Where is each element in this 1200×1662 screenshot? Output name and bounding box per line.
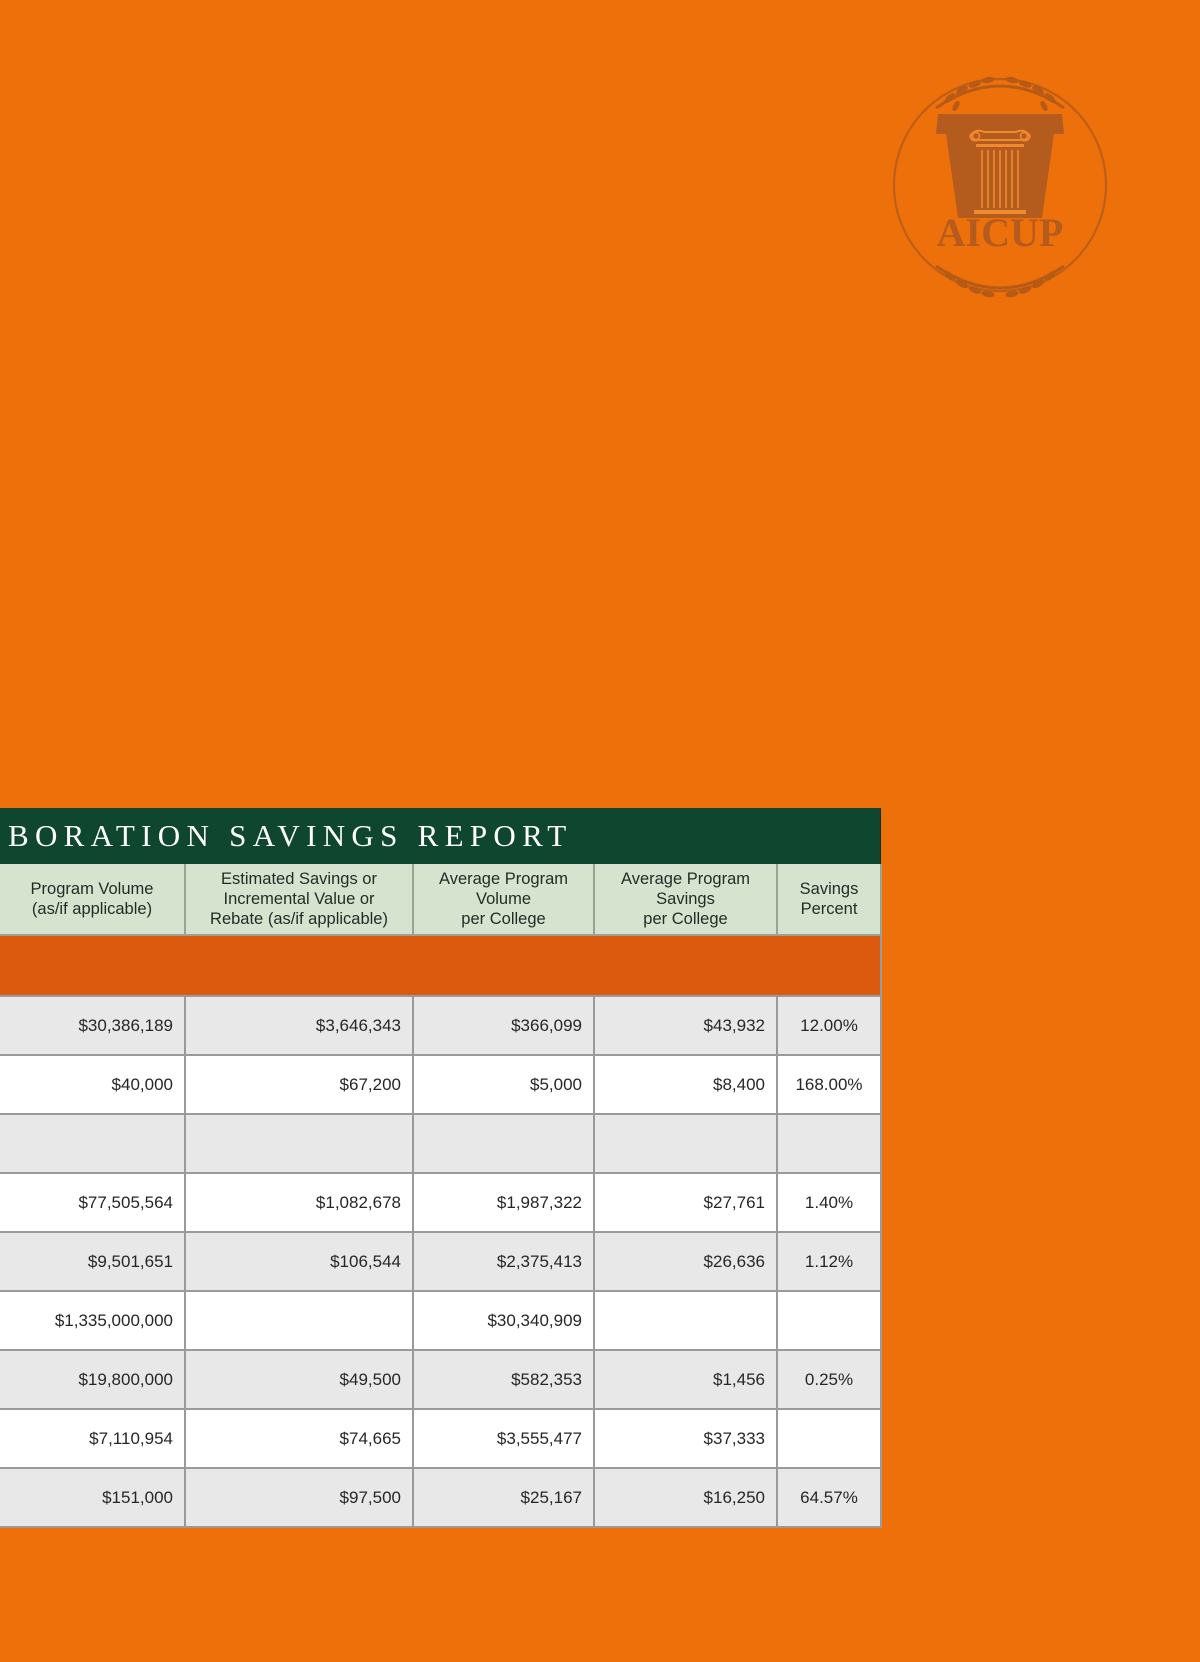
category-band-row xyxy=(0,935,881,996)
average-volume-cell: $366,099 xyxy=(413,996,594,1055)
average-savings-cell: $26,636 xyxy=(594,1232,777,1291)
program-volume-cell: $19,800,000 xyxy=(0,1350,185,1409)
savings-percent-cell: 168.00% xyxy=(777,1055,881,1114)
average-savings-cell: $27,761 xyxy=(594,1173,777,1232)
column-header-program-volume xyxy=(0,864,185,935)
average-savings-cell: $16,250 xyxy=(594,1468,777,1527)
savings-report-table-section xyxy=(0,808,881,1528)
header-line: Savings xyxy=(799,880,859,898)
report-title-bar xyxy=(0,808,881,864)
table-row xyxy=(0,1055,881,1114)
header-line: Savings xyxy=(656,890,715,908)
estimated-savings-cell: $106,544 xyxy=(185,1232,413,1291)
header-line: Average Program xyxy=(438,870,568,888)
average-volume-cell: $2,375,413 xyxy=(413,1232,594,1291)
header-line: Percent xyxy=(800,900,858,918)
savings-table xyxy=(0,864,882,1528)
average-savings-cell: $37,333 xyxy=(594,1409,777,1468)
program-volume-cell: $30,386,189 xyxy=(0,996,185,1055)
savings-percent-cell: 12.00% xyxy=(777,996,881,1055)
estimated-savings-cell: $67,200 xyxy=(185,1055,413,1114)
header-line: per College xyxy=(461,910,546,928)
table-row xyxy=(0,1232,881,1291)
header-line: Volume xyxy=(475,890,532,908)
average-savings-cell: $1,456 xyxy=(594,1350,777,1409)
savings-percent-cell xyxy=(777,1114,881,1173)
program-volume-cell: $40,000 xyxy=(0,1055,185,1114)
estimated-savings-cell xyxy=(185,1291,413,1350)
estimated-savings-cell: $1,082,678 xyxy=(185,1173,413,1232)
estimated-savings-cell xyxy=(185,1114,413,1173)
table-row xyxy=(0,996,881,1055)
estimated-savings-cell: $49,500 xyxy=(185,1350,413,1409)
column-header-savings-percent xyxy=(777,864,881,935)
header-line: Incremental Value or xyxy=(223,890,375,908)
program-volume-cell: $77,505,564 xyxy=(0,1173,185,1232)
column-header-estimated-savings xyxy=(185,864,413,935)
seal-wordmark: AICUP xyxy=(936,210,1064,255)
average-volume-cell: $582,353 xyxy=(413,1350,594,1409)
laurel-top-icon xyxy=(936,76,1064,111)
report-title: BORATION SAVINGS REPORT xyxy=(8,818,573,853)
keystone-column-icon xyxy=(936,114,1064,218)
savings-percent-cell: 0.25% xyxy=(777,1350,881,1409)
table-row xyxy=(0,1291,881,1350)
program-volume-cell: $7,110,954 xyxy=(0,1409,185,1468)
average-savings-cell xyxy=(594,1291,777,1350)
header-line: Program Volume xyxy=(30,880,154,898)
average-volume-cell xyxy=(413,1114,594,1173)
average-savings-cell: $8,400 xyxy=(594,1055,777,1114)
table-row xyxy=(0,1173,881,1232)
program-volume-cell: $1,335,000,000 xyxy=(0,1291,185,1350)
savings-percent-cell xyxy=(777,1291,881,1350)
average-volume-cell: $3,555,477 xyxy=(413,1409,594,1468)
column-header-average-program-savings xyxy=(594,864,777,935)
column-header-average-program-volume xyxy=(413,864,594,935)
average-savings-cell: $43,932 xyxy=(594,996,777,1055)
table-row xyxy=(0,1350,881,1409)
table-row xyxy=(0,1409,881,1468)
estimated-savings-cell: $97,500 xyxy=(185,1468,413,1527)
savings-percent-cell: 1.12% xyxy=(777,1232,881,1291)
savings-percent-cell xyxy=(777,1409,881,1468)
average-volume-cell: $1,987,322 xyxy=(413,1173,594,1232)
header-line: Rebate (as/if applicable) xyxy=(210,910,388,928)
estimated-savings-cell: $74,665 xyxy=(185,1409,413,1468)
average-volume-cell: $30,340,909 xyxy=(413,1291,594,1350)
savings-percent-cell: 64.57% xyxy=(777,1468,881,1527)
header-line: per College xyxy=(643,910,728,928)
header-row xyxy=(0,864,881,935)
category-band xyxy=(0,935,881,996)
program-volume-cell: $9,501,651 xyxy=(0,1232,185,1291)
table-row xyxy=(0,1468,881,1527)
header-line: Average Program xyxy=(620,870,750,888)
average-volume-cell: $25,167 xyxy=(413,1468,594,1527)
program-volume-cell: $151,000 xyxy=(0,1468,185,1527)
estimated-savings-cell: $3,646,343 xyxy=(185,996,413,1055)
aicup-seal-graphic xyxy=(892,70,1108,300)
average-savings-cell xyxy=(594,1114,777,1173)
savings-percent-cell: 1.40% xyxy=(777,1173,881,1232)
program-volume-cell xyxy=(0,1114,185,1173)
table-row xyxy=(0,1114,881,1173)
average-volume-cell: $5,000 xyxy=(413,1055,594,1114)
header-line: (as/if applicable) xyxy=(31,900,153,918)
header-line: Estimated Savings or xyxy=(221,870,377,888)
aicup-seal-logo xyxy=(892,70,1108,300)
